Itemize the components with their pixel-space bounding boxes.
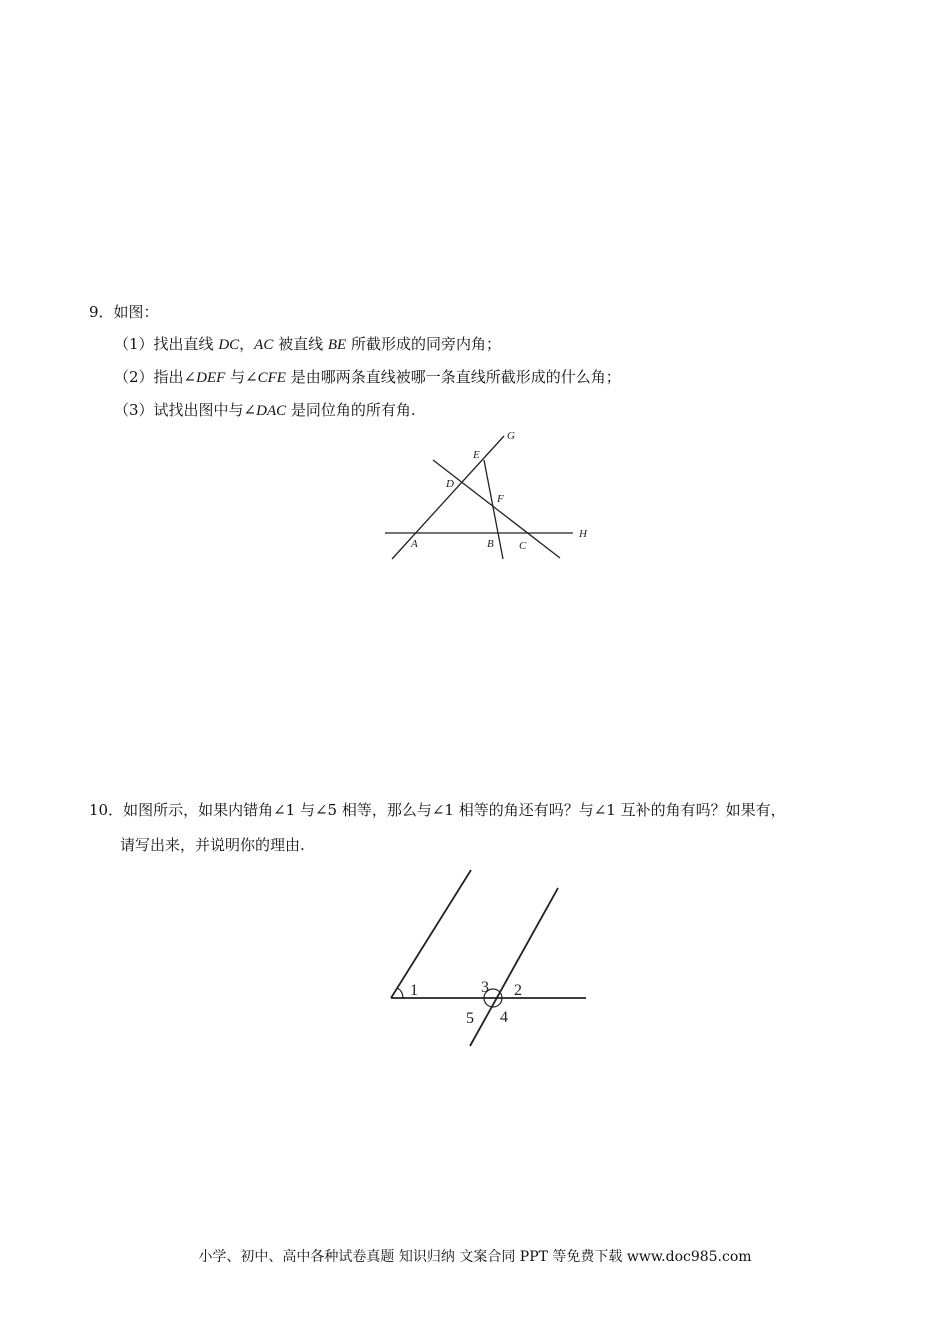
label-4: 4 xyxy=(500,1009,508,1026)
q10-text-line2: 请写出来，并说明你的理由. xyxy=(120,836,305,854)
line-right-slant xyxy=(470,888,558,1046)
label-c: C xyxy=(519,540,527,552)
label-3: 3 xyxy=(481,979,489,996)
q9-figure xyxy=(370,425,610,565)
label-e: E xyxy=(473,449,480,461)
q9-part1: （1）找出直线 DC，AC 被直线 BE 所截形成的同旁内角； xyxy=(114,335,501,353)
line-dc xyxy=(433,460,560,558)
label-f: F xyxy=(497,493,504,505)
q9-part2: （2）指出∠DEF 与∠CFE 是由哪两条直线被哪一条直线所截形成的什么角； xyxy=(114,368,621,386)
q9-number: 9． xyxy=(89,303,114,321)
label-1: 1 xyxy=(410,982,418,999)
line-left-slant xyxy=(391,870,471,998)
label-b: B xyxy=(487,538,494,550)
label-h: H xyxy=(579,528,587,540)
page-footer: 小学、初中、高中各种试卷真题 知识归纳 文案合同 PPT 等免费下载 www.doc985.com xyxy=(198,1249,752,1265)
label-5: 5 xyxy=(466,1010,474,1027)
q10-text-line1: 10．如图所示，如果内错角∠1 与∠5 相等，那么与∠1 相等的角还有吗？与∠1 互补的角有吗？如果有， xyxy=(89,801,786,819)
angle-1-arc xyxy=(398,988,404,998)
q9-part3: （3）试找出图中与∠DAC 是同位角的所有角. xyxy=(114,401,416,419)
label-g: G xyxy=(507,430,515,442)
q9-title xyxy=(89,302,159,322)
label-a: A xyxy=(411,538,418,550)
label-d: D xyxy=(446,478,454,490)
q10-number: 10． xyxy=(89,801,124,819)
label-2: 2 xyxy=(514,982,522,999)
q9-title-text: 如图： xyxy=(113,303,159,321)
q10-figure xyxy=(380,865,610,1055)
